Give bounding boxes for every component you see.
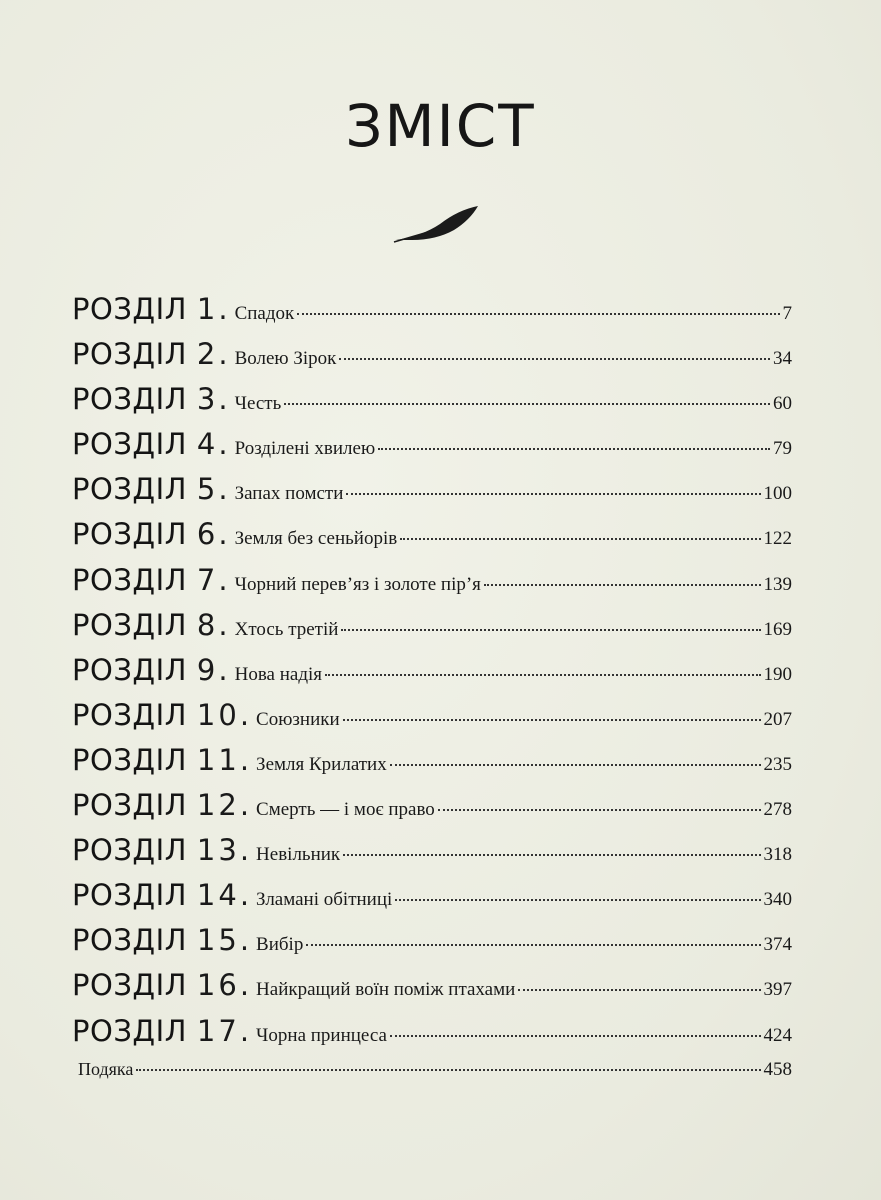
chapter-label: РОЗДІЛ xyxy=(72,562,187,597)
chapter-title: Хтось третій xyxy=(234,618,339,640)
chapter-number: 14. xyxy=(196,878,253,913)
toc-entry[interactable] xyxy=(72,788,792,833)
entry-title: Подяка xyxy=(78,1058,134,1079)
chapter-number: 13. xyxy=(196,833,253,868)
chapter-label: РОЗДІЛ xyxy=(72,968,187,1003)
chapter-title: Найкращий воїн поміж птахами xyxy=(256,979,516,1001)
chapter-number: 10. xyxy=(196,697,253,732)
toc-entry[interactable] xyxy=(72,563,792,608)
table-of-contents xyxy=(72,292,792,1104)
page-number: 139 xyxy=(763,573,792,595)
chapter-number: 16. xyxy=(196,968,253,1003)
chapter-label: РОЗДІЛ xyxy=(72,742,187,777)
toc-entry[interactable] xyxy=(72,292,792,337)
toc-entry[interactable] xyxy=(72,833,792,878)
chapter-label: РОЗДІЛ xyxy=(72,382,187,417)
chapter-title: Союзники xyxy=(256,708,340,730)
chapter-title: Запах помсти xyxy=(234,483,344,505)
dot-leader xyxy=(343,719,761,721)
chapter-label: РОЗДІЛ xyxy=(72,878,187,913)
dot-leader xyxy=(343,854,760,856)
page-number: 278 xyxy=(763,799,792,821)
chapter-title: Зламані обітниці xyxy=(256,889,393,911)
toc-entry[interactable] xyxy=(72,743,792,788)
page-number: 7 xyxy=(782,303,792,324)
page-number: 60 xyxy=(773,393,792,415)
chapter-title: Земля Крилатих xyxy=(256,753,387,775)
page-number: 235 xyxy=(763,753,792,775)
chapter-number: 11. xyxy=(196,742,253,777)
toc-entry[interactable] xyxy=(72,608,792,653)
chapter-title: Розділені хвилею xyxy=(234,438,376,460)
toc-entry[interactable] xyxy=(72,337,792,382)
dot-leader xyxy=(438,809,761,811)
toc-entry[interactable] xyxy=(72,968,792,1013)
toc-entry[interactable] xyxy=(72,517,792,562)
dot-leader xyxy=(346,493,760,495)
page-number: 190 xyxy=(763,663,792,685)
chapter-title: Вибір xyxy=(256,934,304,956)
chapter-label: РОЗДІЛ xyxy=(72,833,187,868)
chapter-label: РОЗДІЛ xyxy=(72,697,187,732)
toc-entry[interactable] xyxy=(72,472,792,517)
chapter-label: РОЗДІЛ xyxy=(72,1013,187,1048)
page-title: ЗМІСТ xyxy=(345,92,536,160)
page-number: 122 xyxy=(763,528,792,550)
chapter-title: Честь xyxy=(234,393,282,415)
dot-leader xyxy=(484,584,761,586)
page-number: 340 xyxy=(763,889,792,911)
chapter-label: РОЗДІЛ xyxy=(72,517,187,552)
chapter-label: РОЗДІЛ xyxy=(72,607,187,642)
toc-entry[interactable] xyxy=(72,382,792,427)
dot-leader xyxy=(325,674,760,676)
chapter-number: 7. xyxy=(196,562,231,597)
chapter-number: 5. xyxy=(196,472,231,507)
toc-entry[interactable] xyxy=(72,698,792,743)
chapter-label: РОЗДІЛ xyxy=(72,427,187,462)
toc-entry[interactable] xyxy=(72,878,792,923)
page-number: 34 xyxy=(773,348,792,370)
chapter-title: Земля без сеньйорів xyxy=(234,528,398,550)
dot-leader xyxy=(341,629,760,631)
page-number: 79 xyxy=(773,438,792,460)
dot-leader xyxy=(306,944,760,946)
chapter-title: Спадок xyxy=(234,303,295,324)
toc-entry[interactable] xyxy=(72,653,792,698)
feather-icon xyxy=(392,200,482,250)
chapter-number: 4. xyxy=(196,427,231,462)
dot-leader xyxy=(390,1035,761,1037)
dot-leader xyxy=(518,989,760,991)
chapter-label: РОЗДІЛ xyxy=(72,292,187,326)
page-number: 318 xyxy=(763,844,792,866)
toc-entry[interactable] xyxy=(72,427,792,472)
chapter-title: Нова надія xyxy=(234,663,323,685)
dot-leader xyxy=(136,1069,760,1071)
chapter-title: Волею Зірок xyxy=(234,348,337,370)
page-number: 424 xyxy=(763,1024,792,1046)
page-number: 207 xyxy=(763,708,792,730)
page-number: 374 xyxy=(763,934,792,956)
chapter-label: РОЗДІЛ xyxy=(72,472,187,507)
chapter-number: 9. xyxy=(196,652,231,687)
dot-leader xyxy=(378,448,770,450)
chapter-label: РОЗДІЛ xyxy=(72,337,187,372)
toc-entry-acknowledgements[interactable] xyxy=(72,1059,792,1104)
toc-entry[interactable] xyxy=(72,1014,792,1059)
toc-entry[interactable] xyxy=(72,923,792,968)
chapter-label: РОЗДІЛ xyxy=(72,788,187,823)
dot-leader xyxy=(297,313,779,315)
chapter-title: Смерть — і моє право xyxy=(256,799,435,821)
chapter-number: 2. xyxy=(196,337,231,372)
chapter-number: 3. xyxy=(196,382,231,417)
dot-leader xyxy=(390,764,761,766)
chapter-number: 8. xyxy=(196,607,231,642)
dot-leader xyxy=(284,403,770,405)
page-number: 458 xyxy=(763,1058,792,1080)
chapter-title: Чорний перев’яз і золоте пір’я xyxy=(234,573,481,595)
dot-leader xyxy=(339,358,770,360)
dot-leader xyxy=(395,899,760,901)
chapter-number: 1. xyxy=(196,292,231,326)
chapter-label: РОЗДІЛ xyxy=(72,652,187,687)
chapter-number: 17. xyxy=(196,1013,253,1048)
dot-leader xyxy=(400,538,760,540)
chapter-number: 15. xyxy=(196,923,253,958)
chapter-label: РОЗДІЛ xyxy=(72,923,187,958)
page-number: 169 xyxy=(763,618,792,640)
chapter-title: Невільник xyxy=(256,844,341,866)
page-number: 397 xyxy=(763,979,792,1001)
chapter-number: 6. xyxy=(196,517,231,552)
chapter-title: Чорна принцеса xyxy=(256,1024,387,1046)
page-number: 100 xyxy=(763,483,792,505)
chapter-number: 12. xyxy=(196,788,253,823)
